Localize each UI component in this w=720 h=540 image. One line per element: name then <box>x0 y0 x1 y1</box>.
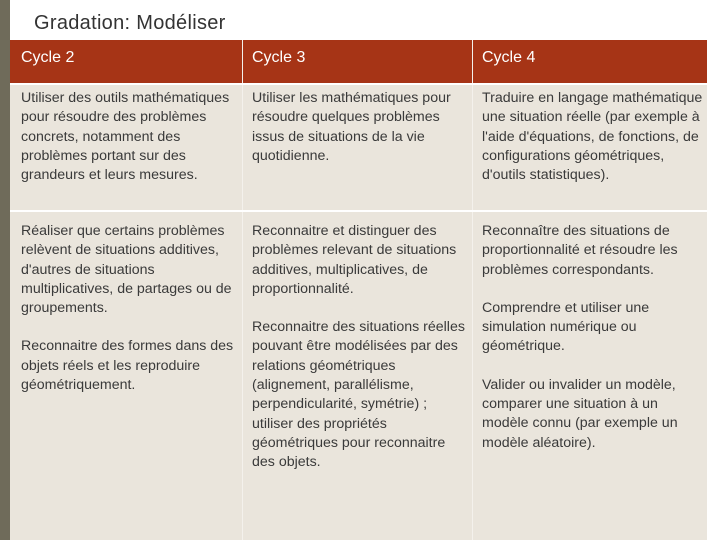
cell-paragraph: Reconnaître des situations de proportionnalité et résoudre les problèmes correspondants. <box>482 223 678 278</box>
cell-paragraph: Utiliser les mathématiques pour résoudre quelques problèmes issus de situations de la vie quotidienne. <box>252 90 451 164</box>
page-title: Gradation: Modéliser <box>34 12 226 34</box>
cell-paragraph: Réaliser que certains problèmes relèvent de situations additives, d'autres de situations multiplicatives, de partages ou de groupements. <box>21 223 232 317</box>
header-cycle-3: Cycle 3 <box>252 49 306 66</box>
row-divider <box>10 210 707 212</box>
cell-paragraph: Reconnaitre et distinguer des problèmes relevant de situations additives, multiplicatives, de proportionnalité. <box>252 223 457 297</box>
cell-paragraph: Utiliser des outils mathématiques pour résoudre des problèmes concrets, notamment des problèmes portant sur des grandeurs et leurs mesures. <box>21 90 230 184</box>
cell-paragraph: Comprendre et utiliser une simulation numérique ou géométrique. <box>482 299 650 355</box>
row-divider <box>10 83 707 85</box>
row-2-cycle-4-cell <box>482 222 704 453</box>
cell-paragraph: Reconnaitre des situations réelles pouvant être modélisées par des relations géométriques (alignement, parallélisme, perpendicularité, symétrie) ; utiliser des propriétés géométriques pour reconnaitre des objets. <box>252 319 465 471</box>
cell-paragraph: Reconnaitre des formes dans des objets réels et les reproduire géométriquement. <box>21 338 234 394</box>
row-1-cycle-2-cell <box>21 89 239 185</box>
table-header-row <box>10 40 707 83</box>
column-divider <box>242 40 243 540</box>
gradation-table <box>10 40 707 540</box>
left-accent-bar <box>0 0 10 540</box>
row-1-cycle-4-cell <box>482 89 704 185</box>
header-cycle-4: Cycle 4 <box>482 49 536 66</box>
row-1-cycle-3-cell <box>252 89 470 166</box>
cell-paragraph: Traduire en langage mathématique une situation réelle (par exemple à l'aide d'équations, de fonctions, de configurations géométriques, d'outils statistiques). <box>482 90 703 184</box>
header-cycle-2: Cycle 2 <box>21 49 75 66</box>
row-2-cycle-2-cell <box>21 222 239 395</box>
cell-paragraph: Valider ou invalider un modèle, comparer une situation à un modèle connu (par exemple un modèle aléatoire). <box>482 376 678 451</box>
row-2-cycle-3-cell <box>252 222 470 473</box>
column-divider <box>472 40 473 540</box>
